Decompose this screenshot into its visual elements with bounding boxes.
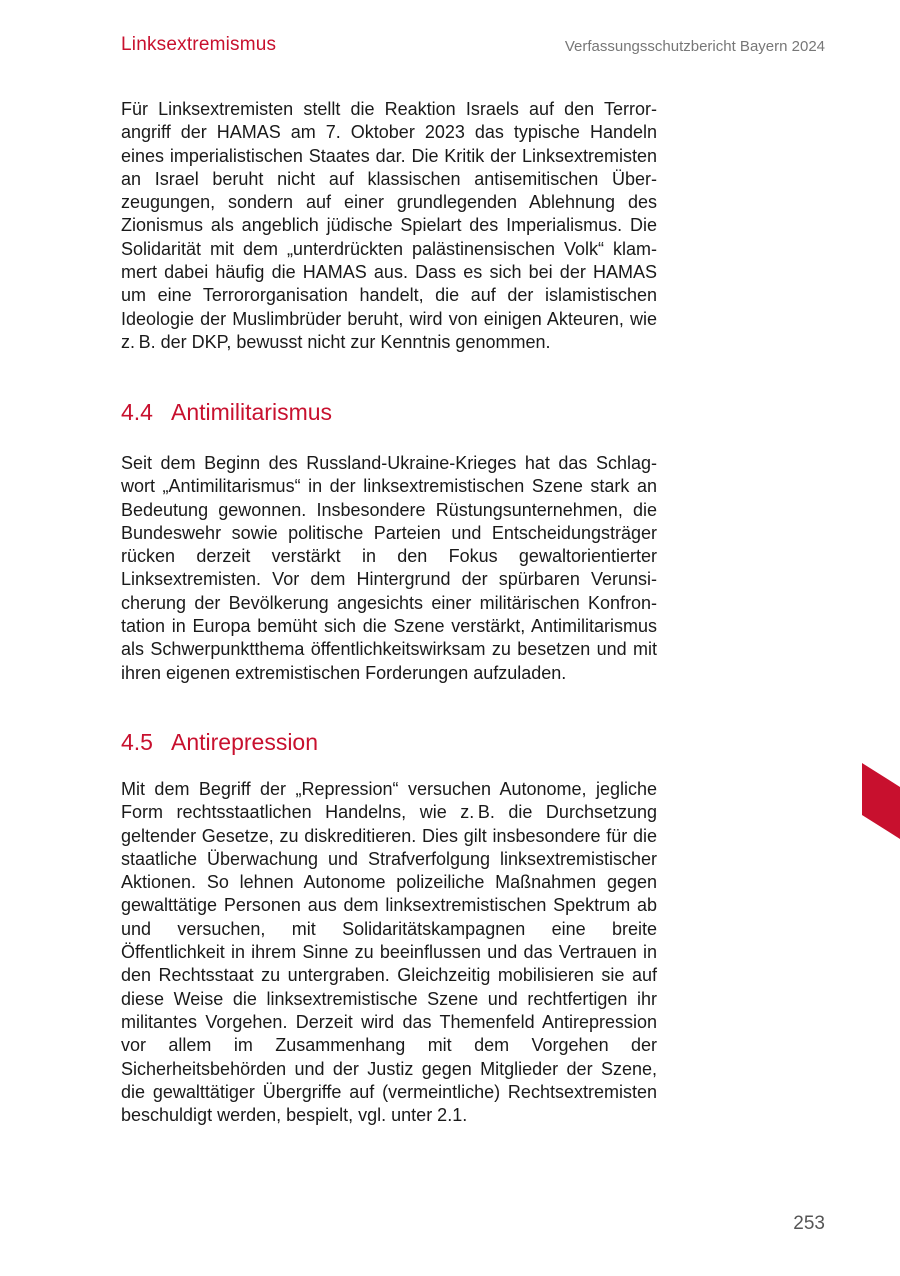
chapter-tab-shape: [862, 763, 900, 839]
section-number: 4.5: [121, 729, 153, 755]
antimilitarismus-paragraph: Seit dem Beginn des Russland-Ukraine-Krieges hat das Schlagwort „Antimilitarismus“ in der linksextremistischen Szene stark an Bedeutung gewonnen. Insbesondere Rüstungsunternehmen, die Bundeswehr sowie politische Parteien und Entscheidungsträger rücken derzeit verstärkt in den Fokus gewaltorientierter Linksextremisten. Vor dem Hintergrund der spürbaren Verunsicherung der Bevölkerung angesichts einer militärischen Konfrontation in Europa bemüht sich die Szene verstärkt, Antimilitarismus als Schwerpunktthema öffentlichkeitswirksam zu besetzen und mit ihren eigenen extremistischen Forderungen aufzuladen.: [121, 453, 657, 683]
section-title: Antirepression: [171, 729, 319, 755]
section-heading-antimilitarismus: [121, 399, 332, 426]
section-heading-antirepression: [121, 729, 318, 756]
intro-paragraph: Für Linksextremisten stellt die Reaktion Israels auf den Terrorangriff der HAMAS am 7. Oktober 2023 das typische Handeln eines imperialistischen Staates dar. Die Kritik der Linksextremisten an Israel beruht nicht auf klassischen antisemitischen Überzeugungen, sondern auf einer grundlegenden Ablehnung des Zionismus als angeblich jüdische Spielart des Imperialismus. Die Solidarität mit dem „unterdrückten palästinensischen Volk“ klammert dabei häufig die HAMAS aus. Dass es sich bei der HAMAS um eine Terrororganisation handelt, die auf der islamistischen Ideologie der Muslimbrüder beruht, wird von einigen Akteuren, wie z. B. der DKP, bewusst nicht zur Kenntnis genommen.: [121, 99, 657, 352]
running-header-report-title: Verfassungsschutzbericht Bayern 2024: [564, 38, 825, 55]
section-title: Antimilitarismus: [171, 399, 333, 425]
intro-block: [121, 98, 657, 354]
page-number: 253: [793, 1213, 825, 1234]
section-number: 4.4: [121, 399, 153, 425]
antirepression-paragraph: Mit dem Begriff der „Repression“ versuchen Autonome, jegliche Form rechtsstaatlichen Handelns, wie z. B. die Durchsetzung geltender Gesetze, zu diskreditieren. Dies gilt insbesondere für die staatliche Überwachung und Strafverfolgung linksextremistischer Aktionen. So lehnen Autonome polizeiliche Maßnahmen gegen gewalttätige Personen aus dem linksextremistischen Spektrum ab und versuchen, mit Solidaritätskampagnen eine breite Öffentlichkeit in ihrem Sinne zu beeinflussen und das Vertrauen in den Rechtsstaat zu untergraben. Gleichzeitig mobilisieren sie auf diese Weise die linksextremistische Szene und rechtfertigen ihr militantes Vorgehen. Derzeit wird das Themenfeld Antirepression vor allem im Zusammenhang mit dem Vorgehen der Sicherheitsbehörden und der Justiz gegen Mitglieder der Szene, die gewalttätiger Übergriffe auf (vermeintliche) Rechtsextremisten beschuldigt werden, bespielt, vgl. unter 2.1.: [121, 779, 657, 1126]
antirepression-block: [121, 778, 657, 1127]
chapter-tab-marker: [862, 763, 900, 839]
antimilitarismus-block: [121, 452, 657, 685]
running-header-section: Linksextremismus: [121, 34, 277, 55]
